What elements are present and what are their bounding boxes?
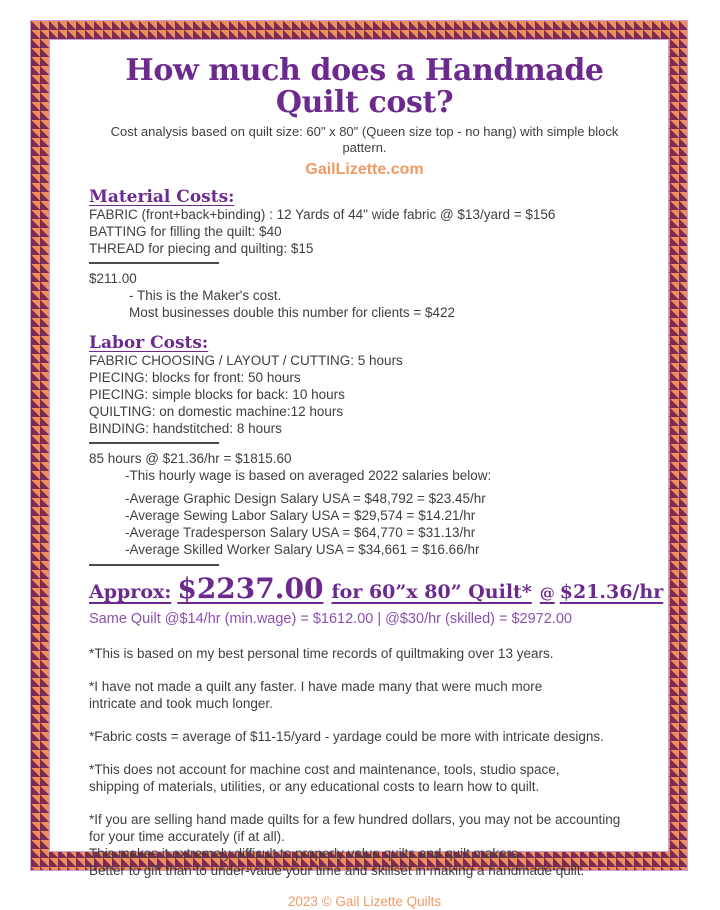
total-amount: $2237.00 [177, 572, 324, 605]
page-title: How much does a Handmade Quilt cost? [125, 53, 604, 120]
hourly-wage-note: -This hourly wage is based on averaged 2022 salaries below: [125, 468, 492, 483]
salary-line: -Average Skilled Worker Salary USA = $34,661 = $16.66/hr [125, 542, 480, 557]
salary-line: -Average Tradesperson Salary USA = $64,770 = $31.13/hr [125, 525, 476, 540]
labor-costs-section [89, 334, 640, 558]
labor-cost-line: PIECING: blocks for front: 50 hours [89, 370, 301, 385]
disclaimer-line: Better to gift than to under-value your time and skillset in making a handmade quilt. [89, 863, 585, 878]
disclaimer-paragraph [89, 728, 640, 745]
disclaimer-line: *I have not made a quilt any faster. I have made many that were much more [89, 679, 543, 694]
disclaimer-line: shipping of materials, utilities, or any educational costs to learn how to quilt. [89, 779, 540, 794]
total-quilt-size: for 60”x 80” Quilt* [331, 581, 532, 603]
divider-line [89, 442, 219, 444]
material-subtotal: $211.00 [89, 271, 137, 286]
labor-cost-line: FABRIC CHOOSING / LAYOUT / CUTTING: 5 hours [89, 353, 403, 368]
total-cost-headline [89, 572, 664, 607]
labor-costs-heading: Labor Costs: [89, 333, 209, 353]
disclaimer-line: This makes it extremely difficult to properly value quilts and quilt makers. [89, 846, 522, 861]
divider-line [89, 262, 219, 264]
labor-subtotal: 85 hours @ $21.36/hr = $1815.60 [89, 451, 292, 466]
labor-cost-line: QUILTING: on domestic machine:12 hours [89, 404, 344, 419]
disclaimers [89, 645, 640, 879]
salary-line: -Average Sewing Labor Salary USA = $29,574 = $14.21/hr [125, 508, 476, 523]
disclaimer-line: *This does not account for machine cost and maintenance, tools, studio space, [89, 762, 560, 777]
at-symbol: @ [539, 584, 555, 602]
disclaimer-line: *This is based on my best personal time records of quiltmaking over 13 years. [89, 646, 554, 661]
disclaimer-line: for your time accurately (if at all). [89, 829, 285, 844]
material-cost-line: FABRIC (front+back+binding) : 12 Yards of 44" wide fabric @ $13/yard = $156 [89, 207, 556, 222]
material-costs-section [89, 188, 640, 321]
material-cost-line: BATTING for filling the quilt: $40 [89, 224, 282, 239]
disclaimer-paragraph [89, 645, 640, 662]
subtitle: Cost analysis based on quilt size: 60" x 80" (Queen size top - no hang) with simple block pattern. [110, 124, 619, 155]
disclaimer-line: *Fabric costs = average of $11-15/yard - yardage could be more with intricate designs. [89, 729, 604, 744]
material-note: - This is the Maker's cost. [129, 288, 282, 303]
salary-line: -Average Graphic Design Salary USA = $48,792 = $23.45/hr [125, 491, 486, 506]
content-area [49, 39, 669, 909]
material-cost-line: THREAD for piecing and quilting: $15 [89, 241, 314, 256]
disclaimer-paragraph [89, 678, 640, 712]
disclaimer-line: intricate and took much longer. [89, 696, 273, 711]
total-prefix: Approx: [89, 581, 172, 603]
material-note: Most businesses double this number for clients = $422 [129, 305, 456, 320]
material-costs-heading: Material Costs: [89, 187, 235, 207]
disclaimer-line: *If you are selling hand made quilts for a few hundred dollars, you may not be accounting [89, 812, 621, 827]
salary-reference-list [89, 490, 640, 558]
alternate-rate-line: Same Quilt @$14/hr (min.wage) = $1612.00 | @$30/hr (skilled) = $2972.00 [89, 611, 572, 627]
labor-cost-line: BINDING: handstitched: 8 hours [89, 421, 282, 436]
disclaimer-paragraph [89, 811, 640, 879]
copyright-footer: 2023 © Gail Lizette Quilts [287, 894, 442, 909]
labor-cost-line: PIECING: simple blocks for back: 10 hours [89, 387, 345, 402]
divider-line [89, 564, 219, 566]
sawtooth-quilt-border [30, 20, 688, 909]
total-rate: $21.36/hr [559, 581, 664, 603]
website-link[interactable]: GailLizette.com [305, 161, 424, 178]
disclaimer-paragraph [89, 761, 640, 795]
